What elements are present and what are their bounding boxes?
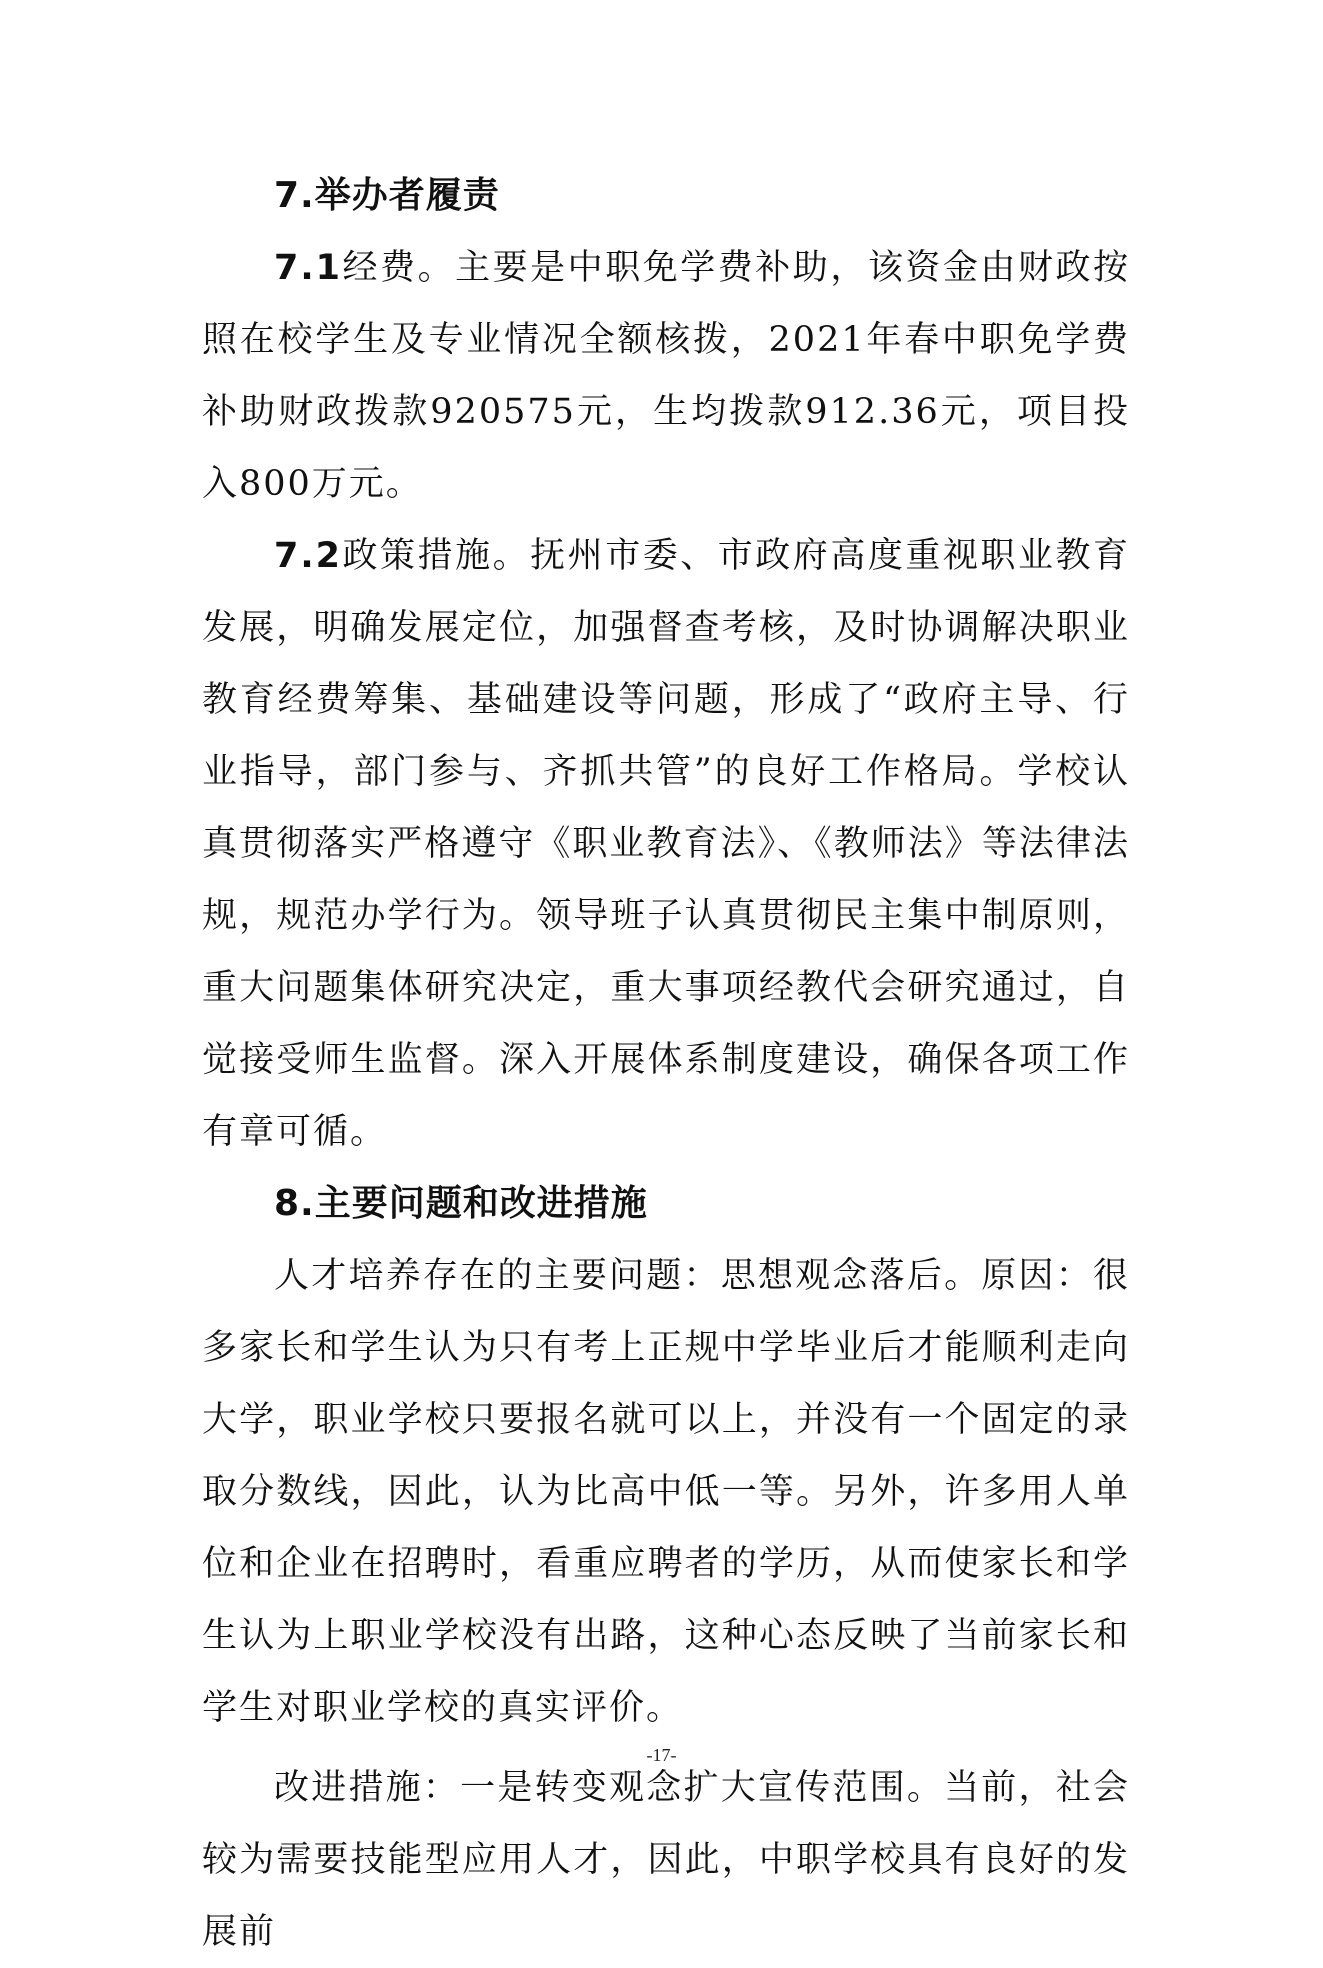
- section-7-heading: 7.举办者履责: [274, 175, 500, 216]
- section-7-2-number: 7.2: [274, 536, 343, 576]
- page-content: [202, 160, 1130, 1968]
- page-number: -17-: [646, 1745, 677, 1765]
- section-7-2-paragraph: [202, 520, 1130, 1168]
- section-7-1-text: 经费。主要是中职免学费补助，该资金由财政按照在校学生及专业情况全额核拨，2021年春中职免学费补助财政拨款920575元，生均拨款912.36元，项目投入800万元。: [202, 248, 1130, 504]
- section-8-problems-paragraph: 人才培养存在的主要问题：思想观念落后。原因：很多家长和学生认为只有考上正规中学毕业后才能顺利走向大学，职业学校只要报名就可以上，并没有一个固定的录取分数线，因此，认为比高中低一等。另外，许多用人单位和企业在招聘时，看重应聘者的学历，从而使家长和学生认为上职业学校没有出路，这种心态反映了当前家长和学生对职业学校的真实评价。: [202, 1256, 1130, 1728]
- section-7-1-number: 7.1: [274, 248, 343, 288]
- section-7-1-paragraph: [202, 232, 1130, 520]
- section-8-measures-paragraph: 改进措施：一是转变观念扩大宣传范围。当前，社会较为需要技能型应用人才，因此，中职学校具有良好的发展前: [202, 1768, 1130, 1952]
- section-8-heading: 8.主要问题和改进措施: [274, 1183, 648, 1224]
- section-7-2-text: 政策措施。抚州市委、市政府高度重视职业教育发展，明确发展定位，加强督查考核，及时协调解决职业教育经费筹集、基础建设等问题，形成了“政府主导、行业指导，部门参与、齐抓共管”的良好工作格局。学校认真贯彻落实严格遵守《职业教育法》、《教师法》等法律法规，规范办学行为。领导班子认真贯彻民主集中制原则，重大问题集体研究决定，重大事项经教代会研究通过，自觉接受师生监督。深入开展体系制度建设，确保各项工作有章可循。: [202, 536, 1130, 1152]
